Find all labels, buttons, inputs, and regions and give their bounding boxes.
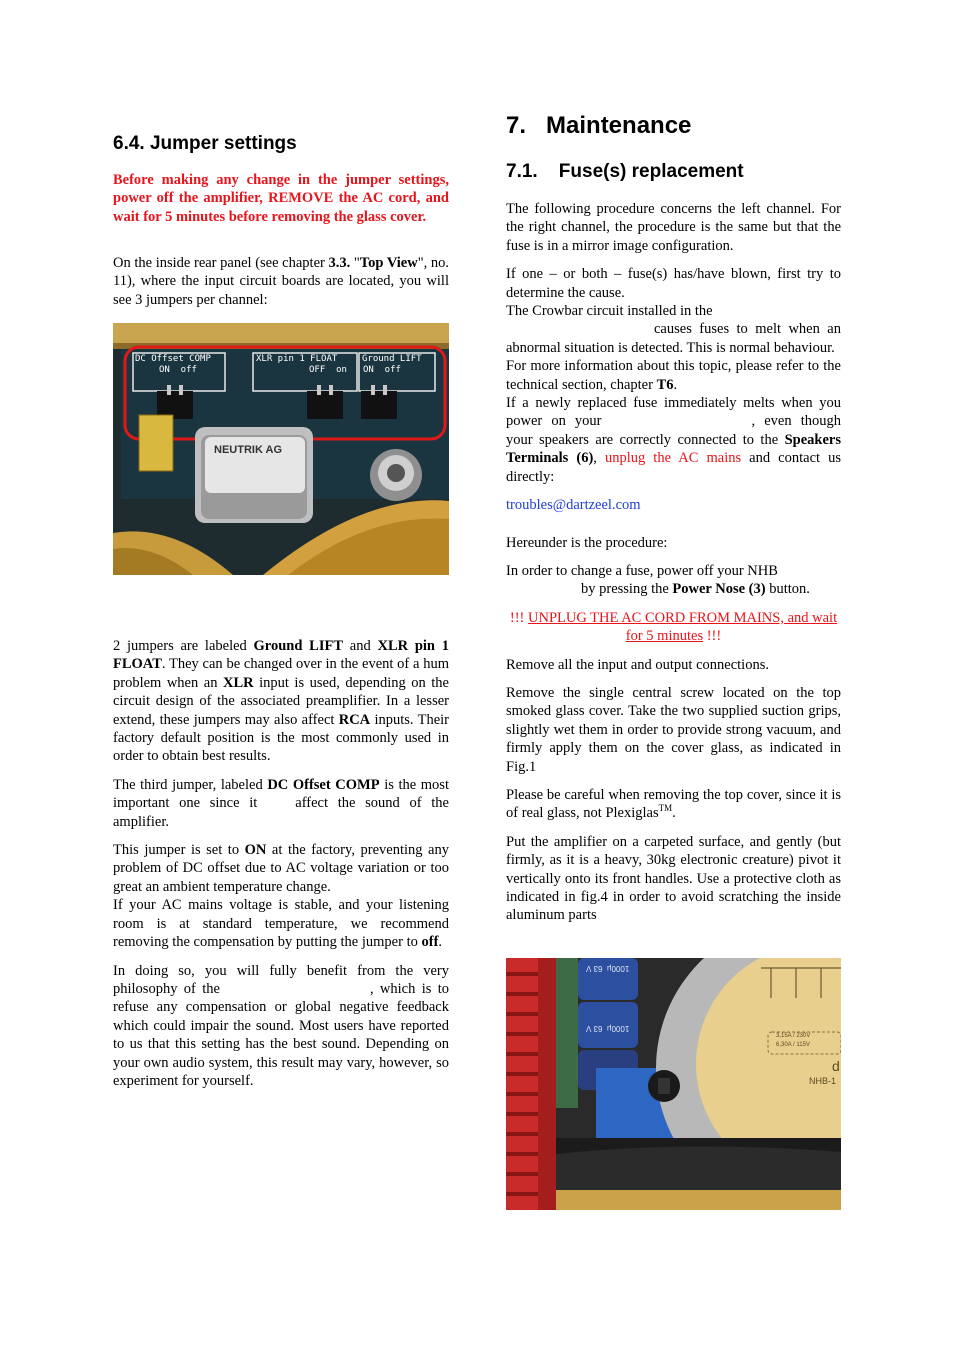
label-xlr-float-state: OFF on: [309, 365, 347, 375]
support-email-link[interactable]: troubles@dartzeel.com: [506, 497, 641, 514]
paragraph-remove-connections: Remove all the input and output connections.: [506, 656, 769, 673]
paragraph-remove-screw: Remove the single central screw located on the top smoked glass cover. Take the two supplied suction grips, slightly wet them in order to provide strong vacuum, and firmly apply them on the cover glass, as indicated in Fig.1: [506, 684, 841, 775]
label-ground-lift: Ground LIFT: [362, 354, 422, 364]
paragraph-pivot: Put the amplifier on a carpeted surface, and gently (but firmly, as it is a heavy, 30kg electronic creature) pivot it vertically onto its front handles. Use a protective cloth as indicated in fig.4 in order to avoid scratching the inside aluminum parts: [506, 833, 841, 924]
unplug-warning: !!! UNPLUG THE AC CORD FROM MAINS, and wait for 5 minutes !!!: [509, 609, 838, 645]
paragraph-crowbar: If one – or both – fuse(s) has/have blown, first try to determine the cause. The Crowbar circuit installed in the causes fuses to melt when an abnormal situation is detected. This is normal behaviour. For more information about this topic, please refer to the technical section, chapter T6. If a newly replaced fuse immediately melts when you power on your , even though your speakers are correctly connected to the Speakers Terminals (6), unplug the AC mains and contact us directly:: [506, 266, 841, 485]
paragraph-dc-offset: The third jumper, labeled DC Offset COMP is the most important one since it affect the sound of the amplifier.: [113, 776, 449, 830]
fuse-rating-230: 3,15A / 230V: [776, 1033, 811, 1039]
jumper-photo: [113, 323, 449, 575]
logo-letter: d: [832, 1058, 840, 1074]
subsection-heading: 7.1. Fuse(s) replacement: [506, 161, 744, 182]
label-xlr-float: XLR pin 1 FLOAT: [256, 354, 338, 364]
section-heading: 6.4. Jumper settings: [113, 133, 297, 154]
paragraph-factory-setting: This jumper is set to ON at the factory, preventing any problem of DC offset due to AC voltage variation or too great an ambient temperature change. If your AC mains voltage is stable, and your listening room is at standard temperature, we recommend removing the compensation by putting the jumper to off.: [113, 842, 449, 951]
capacitor-label-top: 1000μ 63 V: [586, 964, 630, 973]
left-column-lower: [113, 637, 449, 1090]
warning-paragraph: Before making any change in the jumper settings, power off the amplifier, REMOVE the AC cord, and wait for 5 minutes before removing the glass cover.: [113, 172, 449, 225]
fuse-photo: [506, 958, 841, 1210]
fuse-rating-115: 6,30A / 115V: [776, 1042, 810, 1048]
chapter-heading: 7. Maintenance: [506, 112, 692, 139]
model-label: NHB-1: [809, 1076, 837, 1086]
label-dc-offset: DC Offset COMP: [135, 354, 211, 364]
paragraph-procedure-intro: Hereunder is the procedure:: [506, 534, 668, 551]
paragraph-jumpers: 2 jumpers are labeled Ground LIFT and XLR pin 1 FLOAT. They can be changed over in the event of a hum problem when an XLR input is used, depending on the circuit design of the associated preamplifier. In a lesser extend, these jumpers may also affect RCA inputs. Their factory default position is the most commonly used in order to obtain best results.: [113, 638, 449, 765]
label-ground-lift-state: ON off: [363, 365, 401, 375]
intro-paragraph: On the inside rear panel (see chapter 3.3. "Top View", no. 11), where the input circuit boards are located, you will see 3 jumpers per channel:: [113, 255, 450, 308]
paragraph-power-off: In order to change a fuse, power off your NHB by pressing the Power Nose (3) button.: [506, 562, 810, 598]
neutrik-label: NEUTRIK AG: [214, 444, 283, 456]
paragraph-procedure-scope: The following procedure concerns the left channel. For the right channel, the procedure is the same but that the fuse is in a mirror image configuration.: [506, 201, 841, 254]
capacitor-label-mid: 1000μ 63 V: [586, 1024, 630, 1033]
paragraph-glass-caution: Please be careful when removing the top cover, since it is of real glass, not Plexiglas™.: [506, 786, 841, 822]
paragraph-philosophy: In doing so, you will fully benefit from the very philosophy of the , which is to refuse any compensation or global negative feedback which could impair the sound. Most users have reported to us that this setting has the best sound. Depending on your own audio system, this result may vary, however, so experiment for yourself.: [113, 962, 449, 1089]
label-dc-offset-state: ON off: [159, 365, 197, 375]
right-column: [506, 112, 841, 925]
